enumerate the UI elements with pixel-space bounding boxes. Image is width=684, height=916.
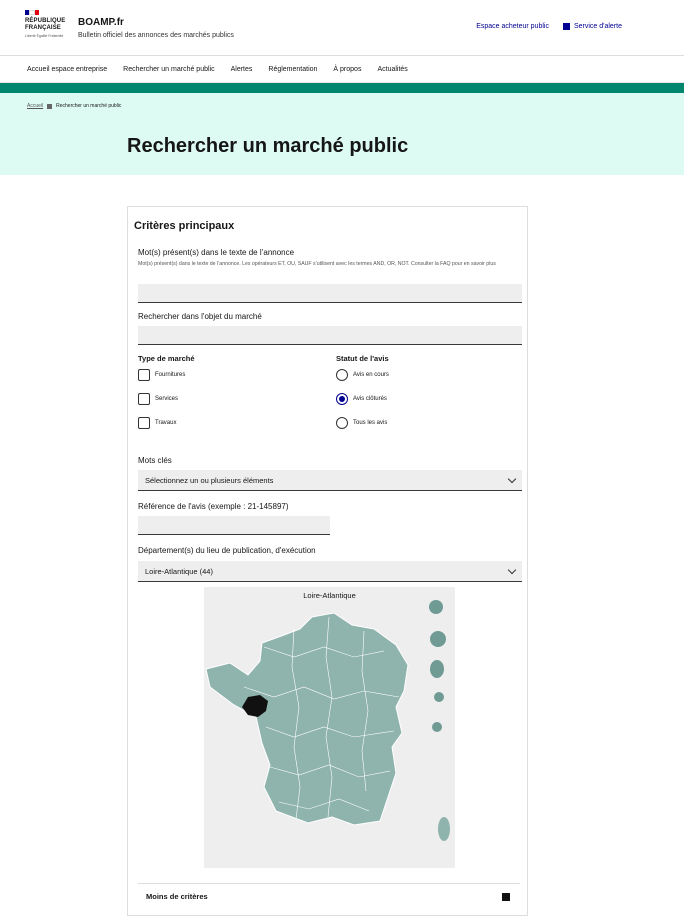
breadcrumb-home[interactable]: Accueil [27,103,44,109]
flag-icon [25,10,39,15]
header-links [476,23,622,30]
brand[interactable] [78,17,234,39]
radio-circle [336,369,348,381]
text-search-input[interactable] [138,284,522,303]
search-form [127,206,528,916]
page-title: Rechercher un marché public [127,135,409,157]
alert-service-link[interactable] [563,23,622,30]
keywords-label: Mots clés [138,456,172,465]
nav-item-news[interactable]: Actualités [377,65,408,73]
text-search-label: Mot(s) présent(s) dans le texte de l’annonce [138,248,295,257]
breadcrumb-separator-icon [47,104,52,109]
reference-input[interactable] [138,516,330,535]
guyane-shape [430,660,444,678]
alert-service-label: Service d'alerte [573,23,622,30]
metropolitan-france-shape [206,613,408,825]
chevron-down-icon [508,475,516,483]
nav-item-regulation[interactable]: Réglementation [268,65,318,73]
checkbox-box [138,417,150,429]
type-services-label: Services [155,396,179,402]
department-map[interactable] [204,587,455,868]
nav-item-about[interactable]: À propos [333,65,362,73]
keywords-value: Sélectionnez un ou plusieurs éléments [145,475,274,485]
france-map-icon [204,587,455,868]
map-title: Loire-Atlantique [303,591,356,600]
status-all-label: Tous les avis [353,420,388,426]
nav-item-alerts[interactable]: Alertes [230,65,253,73]
breadcrumb [27,103,121,109]
republique-logo[interactable] [25,10,67,38]
less-criteria-label: Moins de critères [146,892,208,901]
type-label: Type de marché [138,354,195,363]
text-search-hint: Mot(s) présent(s) dans le texte de l’annonce. Les opérateurs ET, OU, SAUF s’utilisent avec les termes AND, OR, NOT. Consulter la FAQ pour en savoir plus [138,261,496,267]
object-input[interactable] [138,326,522,345]
hero-banner [0,93,684,175]
nav-item-search[interactable]: Rechercher un marché public [123,65,215,73]
reference-label: Référence de l'avis (exemple : 21-145897) [138,502,289,511]
corse-shape [438,817,450,841]
martinique-shape [429,600,443,614]
site-tagline: Bulletin officiel des annonces des marchés publics [78,32,234,39]
breadcrumb-current: Rechercher un marché public [56,103,122,109]
type-works-checkbox[interactable] [138,417,176,429]
department-value: Loire-Atlantique (44) [145,566,213,576]
status-all-radio[interactable] [336,417,387,429]
section-title: Critères principaux [134,220,235,232]
status-current-label: Avis en cours [353,372,389,378]
department-select[interactable] [138,561,522,582]
logo-line-2: FRANÇAISE [25,24,61,31]
keywords-select[interactable] [138,470,522,491]
status-closed-label: Avis clôturés [353,396,387,402]
status-closed-radio[interactable] [336,393,387,405]
type-works-label: Travaux [155,420,177,426]
nav-item-home[interactable]: Accueil espace entreprise [27,65,108,73]
radio-circle [336,417,348,429]
square-icon [563,23,570,30]
logo-motto: Liberté Égalité Fraternité [25,34,64,38]
type-services-checkbox[interactable] [138,393,178,405]
department-label: Département(s) du lieu de publication, d'exécution [138,546,316,555]
status-label: Statut de l'avis [336,354,389,363]
main-nav [0,56,684,83]
site-header [0,0,684,56]
site-name: BOAMP.fr [78,17,124,28]
reunion-shape [434,692,444,702]
status-current-radio[interactable] [336,369,389,381]
type-supplies-checkbox[interactable] [138,369,185,381]
less-criteria-toggle[interactable] [138,883,520,901]
checkbox-box [138,369,150,381]
guadeloupe-shape [430,631,446,647]
buyer-space-link[interactable]: Espace acheteur public [476,23,549,30]
radio-circle-selected [336,393,348,405]
logo-line-1: RÉPUBLIQUE [25,18,66,24]
mayotte-shape [432,722,442,732]
object-label: Rechercher dans l'objet du marché [138,312,262,321]
checkbox-box [138,393,150,405]
type-supplies-label: Fournitures [155,372,186,378]
accent-bar [0,83,684,93]
chevron-down-icon [508,566,516,574]
